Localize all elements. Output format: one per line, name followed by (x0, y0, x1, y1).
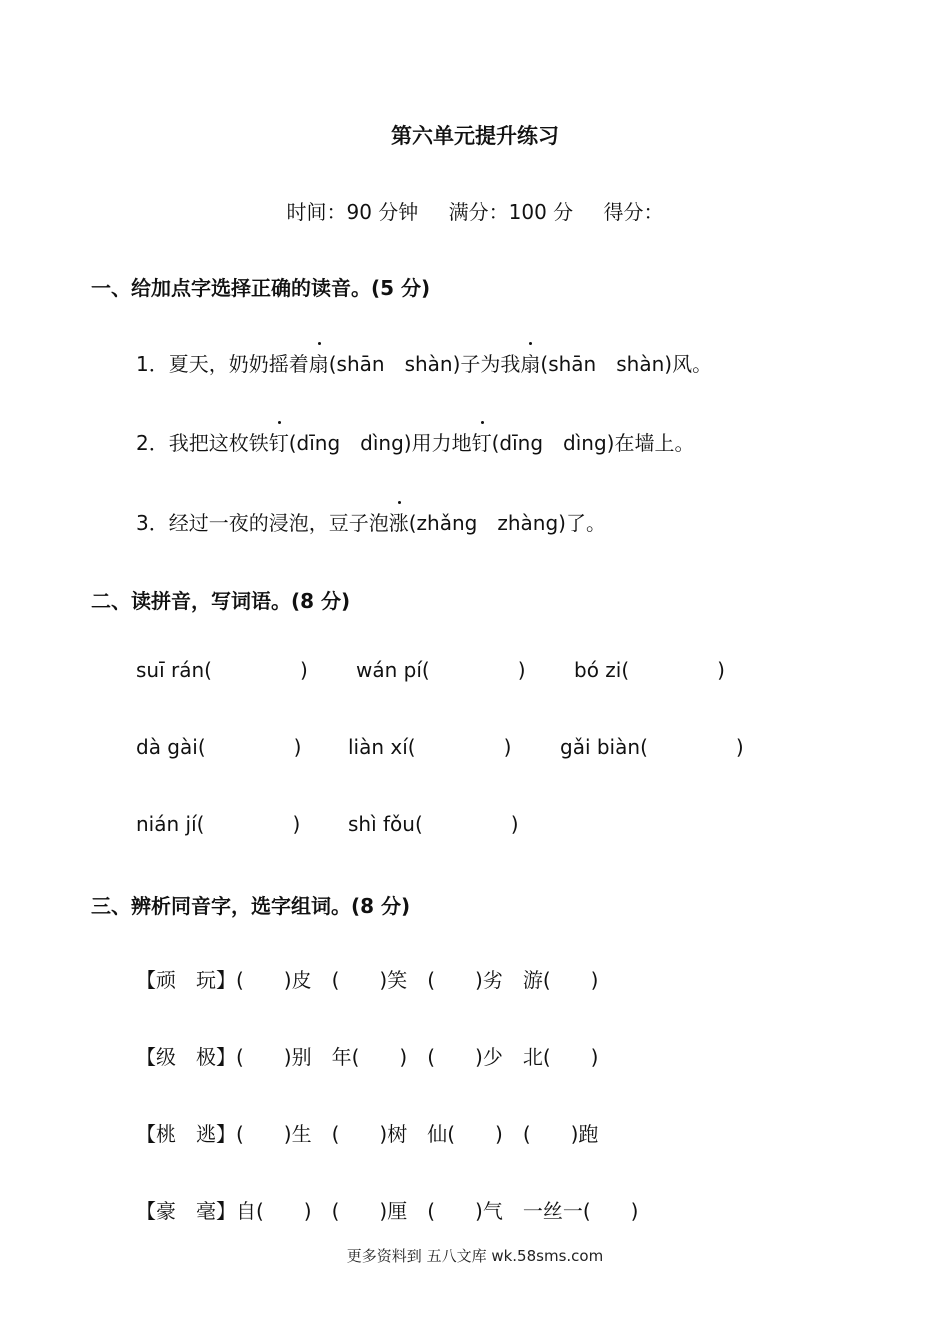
exam-meta (0, 196, 950, 225)
homophone-row (136, 1041, 598, 1070)
blank-word: ( )劣 (427, 968, 503, 992)
pinyin-item: liàn xí( ) (348, 735, 512, 759)
homophone-row (136, 1118, 598, 1147)
blank-word: ( )少 (427, 1045, 503, 1069)
homophone-row (136, 964, 598, 993)
blank-word: ( )笑 (331, 968, 408, 992)
homophone-row (136, 1195, 638, 1224)
blank-word: 自( ) (236, 1199, 312, 1223)
pinyin-label: dà gài (136, 735, 198, 759)
question-2 (136, 427, 694, 456)
pinyin-label: nián jí (136, 812, 197, 836)
blank-word: 游( ) (522, 968, 599, 992)
pinyin-label: liàn xí (348, 735, 408, 759)
q2-options-b: (dīng dìng) (491, 431, 615, 455)
blank-word: ( )跑 (522, 1122, 599, 1146)
blank-word: ( )树 (331, 1122, 408, 1146)
blank-word: 仙( ) (427, 1122, 503, 1146)
q1-text-c: 风。 (672, 352, 713, 376)
q3-dotted-char-a: 涨 (389, 507, 409, 536)
blank-word: 北( ) (522, 1045, 599, 1069)
char-group: 【顽 玩】 (136, 968, 236, 992)
pinyin-label: bó zi (574, 658, 622, 682)
pinyin-item: suī rán( ) (136, 658, 308, 682)
q2-number: 2． (136, 431, 169, 455)
q1-options-a: (shān shàn) (328, 352, 461, 376)
q3-text-a: 经过一夜的浸泡，豆子泡 (168, 511, 389, 535)
char-group: 【桃 逃】 (136, 1122, 236, 1146)
score-field: 得分： (603, 200, 664, 224)
question-3 (136, 507, 606, 536)
pinyin-item: gǎi biàn( ) (560, 735, 744, 759)
blank-word: 年( ) (331, 1045, 408, 1069)
q2-dotted-char-b: 钉 (472, 427, 492, 456)
char-group: 【豪 毫】 (136, 1199, 236, 1223)
blank-word: ( )别 (236, 1045, 312, 1069)
q2-text-a: 我把这枚铁 (168, 431, 269, 455)
pinyin-item: wán pí( ) (356, 658, 526, 682)
pinyin-label: suī rán (136, 658, 205, 682)
char-group: 【级 极】 (136, 1045, 236, 1069)
q1-options-b: (shān shàn) (540, 352, 673, 376)
full-score: 满分：100 分 (448, 200, 574, 224)
pinyin-item: nián jí( ) (136, 812, 301, 836)
section3-heading: 三、辨析同音字，选字组词。(8 分) (91, 894, 411, 918)
page-title: 第六单元提升练习 (391, 124, 559, 148)
q3-number: 3． (136, 511, 169, 535)
q2-text-c: 在墙上。 (614, 431, 695, 455)
section1-heading: 一、给加点字选择正确的读音。(5 分) (91, 276, 431, 300)
q1-dotted-char-b: 扇 (520, 348, 540, 377)
pinyin-item: shì fǒu( ) (348, 812, 519, 836)
blank-word: 一丝一( ) (522, 1199, 639, 1223)
q1-number: 1． (136, 352, 169, 376)
blank-word: ( )厘 (331, 1199, 408, 1223)
blank-word: ( )气 (427, 1199, 503, 1223)
pinyin-label: wán pí (356, 658, 422, 682)
q2-dotted-char-a: 钉 (269, 427, 289, 456)
time-limit: 时间：90 分钟 (286, 200, 419, 224)
section2-heading: 二、读拼音，写词语。(8 分) (91, 589, 351, 613)
q2-options-a: (dīng dìng) (288, 431, 412, 455)
pinyin-item: dà gài( ) (136, 735, 302, 759)
q1-text-a: 夏天，奶奶摇着 (168, 352, 309, 376)
question-1 (136, 348, 712, 377)
pinyin-label: gǎi biàn (560, 735, 641, 759)
pinyin-label: shì fǒu (348, 812, 415, 836)
q3-text-c: 了。 (565, 511, 606, 535)
q1-text-b: 子为我 (460, 352, 521, 376)
pinyin-item: bó zi( ) (574, 658, 725, 682)
footer-link[interactable]: 更多资料到 五八文库 wk.58sms.com (346, 1247, 604, 1265)
q2-text-b: 用力地 (411, 431, 472, 455)
q1-dotted-char-a: 扇 (309, 348, 329, 377)
blank-word: ( )皮 (236, 968, 312, 992)
blank-word: ( )生 (236, 1122, 312, 1146)
q3-options-a: (zhǎng zhàng) (408, 511, 566, 535)
